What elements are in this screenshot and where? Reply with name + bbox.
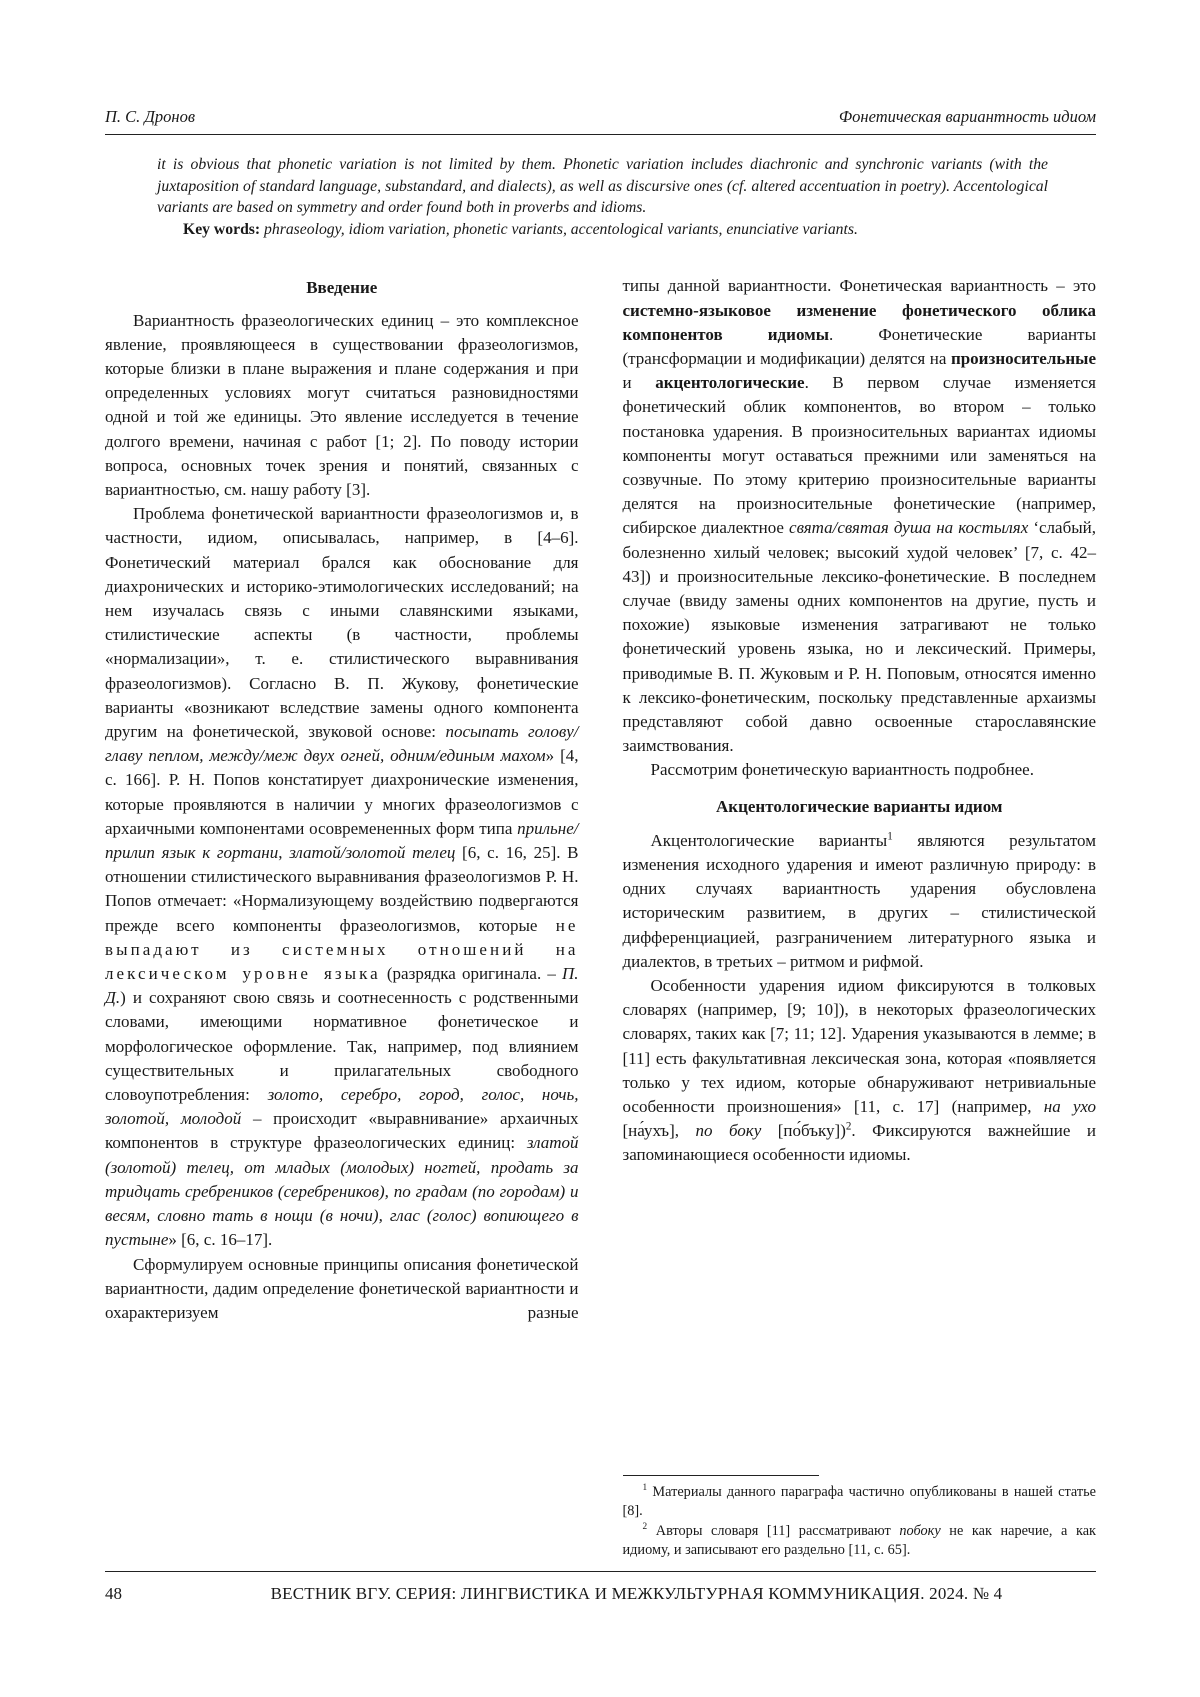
section-heading-accentological: Акцентологические варианты идиом — [716, 796, 1003, 816]
running-head-title: Фонетическая вариантность идиом — [838, 107, 1096, 126]
footer-rule — [105, 1571, 1096, 1572]
left-column — [105, 274, 579, 1561]
keywords-text: phraseology, idiom variation, phonetic variants, accentological variants, enunciative variants. — [260, 220, 858, 238]
footnote-2: $^2$ Авторы словаря [11] рассматривают побоку не как наречие, а как идиому, и записывают его раздельно [11, с. 65]. — [622, 1522, 1096, 1559]
intro-paragraph-2: Проблема фонетической вариантности фразеологизмов и, в частности, идиом, описывалась, например, в [4–6]. Фонетический материал брался как обоснование для диахронических и историко-этимологических исследований; на нем изучалась связь с иными славянскими языками, стилистические аспекты (в частности, проблемы «нормализации», т. е. стилистического выравнивания фразеологизмов). Согласно В. П. Жукову, фонетические варианты «возникают вследствие замены одного компонента другим на фонетической, звуковой основе: посыпать голову/главу пеплом, между/меж двух огней, одним/единым махом» [4, с. 166]. Р. Н. Попов констатирует диахронические изменения, которые проявляются в наличии у многих фразеологизмов с архаичными компонентами осовремененных форм типа прильне/прилип язык к гортани, златой/золотой телец [6, с. 16, 25]. В отношении стилистического выравнивания фразеологизмов Р. Н. Попов отмечает: «Нормализующему воздействию подвергаются прежде всего компоненты фразеологизмов, которые не выпадают из системных отношений на лексическом уровне языка (разрядка оригинала. – П. Д.) и сохраняют свою связь и соотнесенность с родственными словами, имеющими нормативное фонетическое и морфологическое оформление. Так, например, под влиянием существительных и прилагательных свободного словоупотребления: золото, серебро, город, голос, ночь, золотой, молодой – происходит «выравнивание» архаичных компонентов в структуре фразеологических единиц: златой (золотой) телец, от младых (молодых) ногтей, продать за тридцать сребреников (серебреников), по градам (по городам) и весям, словно тать в нощи (в ночи), глас (голос) вопиющего в пустыне» [6, с. 16–17]. — [105, 504, 579, 1250]
footnote-rule — [623, 1475, 819, 1476]
accentological-paragraph-2: Особенности ударения идиом фиксируются в толковых словарях (например, [9; 10]), в некоторых фразеологических словарях, таких как [7; 11; 12]. Ударения указываются в лемме; в [11] есть факультативная лексическая зона, которая «появляется только у тех идиом, которые обнаруживают нетривиальные особенности произношения» [11, с. 17] (например, на ухо [на́ухъ], по боку [по́бъку])$^2$. Фиксируются важнейшие и запоминающиеся особенности идиомы. — [622, 976, 1096, 1165]
intro-paragraph-3: Сформулируем основные принципы описания фонетической вариантности, дадим определение фонетической вариантности и охарактеризуем разные — [105, 1254, 579, 1322]
header-rule — [105, 134, 1096, 135]
footer-line — [105, 1583, 1096, 1605]
continuation-paragraph: типы данной вариантности. Фонетическая вариантность – это системно-языковое изменение фонетического облика компонентов идиомы. Фонетические варианты (трансформации и модификации) делятся на произносительные и акцентологические. В первом случае изменяется фонетический облик компонентов, во втором – только постановка ударения. В произносительных вариантах идиомы компоненты могут оставаться прежними или заменяться на созвучные. По этому критерию произносительные варианты делятся на произносительные фонетические (например, сибирское диалектное свята/святая душа на костылях ‘слабый, болезненно хилый человек; высокий худой человек’ [7, с. 42–43]) и произносительные лексико-фонетические. В последнем случае (ввиду замены одних компонентов на другие, пусть и похожие) языковые изменения затрагивают не только фонетический уровень языка, но и лексический. Примеры, приводимые В. П. Жуковым и Р. Н. Поповым, относятся именно к лексико-фонетическим, поскольку представленные архаизмы представляют собой давно освоенные старославянские заимствования. — [622, 276, 1096, 756]
abstract-block — [157, 154, 1048, 240]
page-number: 48 — [105, 1584, 122, 1603]
two-column-body — [105, 274, 1096, 1561]
running-head-author: П. С. Дронов — [105, 107, 196, 126]
footnotes-block — [623, 1465, 1097, 1561]
transition-paragraph: Рассмотрим фонетическую вариантность подробнее. — [650, 760, 1034, 780]
abstract-text: it is obvious that phonetic variation is not limited by them. Phonetic variation includes diachronic and synchronic variants (with the juxtaposition of standard language, substandard, and dialects), as well as discursive ones (cf. altered accentuation in poetry). Accentological variants are based on symmetry and order found both in proverbs and idioms. — [157, 156, 1048, 217]
keywords-line — [157, 219, 1048, 241]
running-head — [105, 106, 1096, 127]
footnote-1: $^1$ Материалы данного параграфа частично опубликованы в нашей статье [8]. — [622, 1482, 1096, 1520]
intro-paragraph-1: Вариантность фразеологических единиц – это комплексное явление, проявляющееся в существовании фразеологизмов, которые близки в плане выражения и плане содержания и при определенных условиях могут считаться разновидностями одной и той же единицы. Это явление исследуется в течение долгого времени, начиная с работ [1; 2]. По поводу истории вопроса, основных точек зрения и понятий, связанных с вариантностью, см. нашу работу [3]. — [105, 310, 579, 499]
keywords-label: Key words: — [183, 220, 261, 238]
right-column — [623, 274, 1097, 1561]
accentological-paragraph-1: Акцентологические варианты$^1$ являются результатом изменения исходного ударения и имеют различную природу: в одних случаях вариантность ударения обусловлена историческим развитием, в других – стилистической дифференциацией, разграничением литературного языка и диалектов, в третьих – ритмом и рифмой. — [622, 830, 1096, 971]
journal-title: ВЕСТНИК ВГУ. СЕРИЯ: ЛИНГВИСТИКА И МЕЖКУЛЬТУРНАЯ КОММУНИКАЦИЯ. 2024. № 4 — [270, 1584, 1003, 1603]
page-footer — [105, 1561, 1096, 1605]
section-heading-introduction: Введение — [306, 278, 378, 298]
